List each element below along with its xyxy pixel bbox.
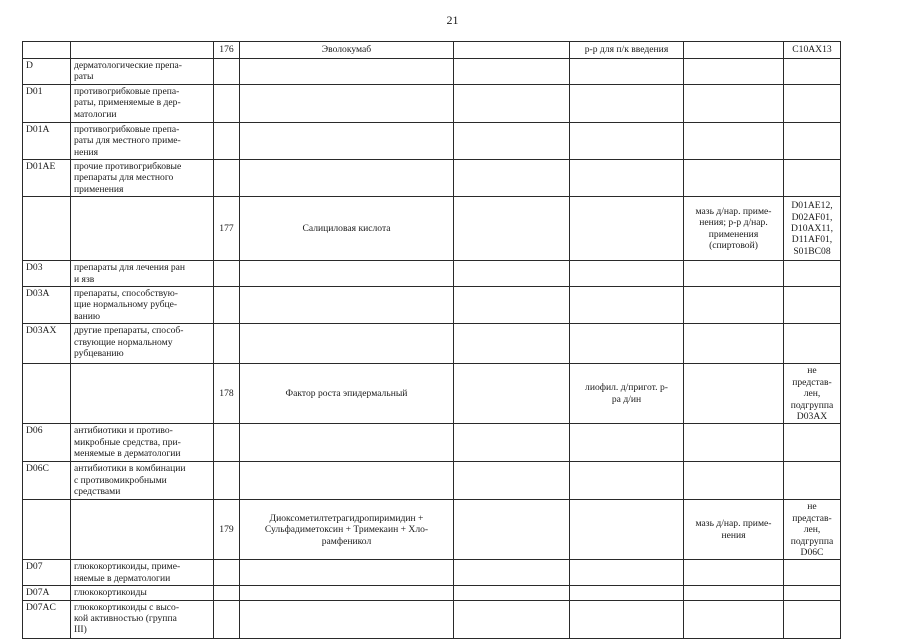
drug-name: [240, 424, 454, 462]
atc-code: C10AX13: [784, 42, 841, 59]
empty-cell: [454, 160, 570, 197]
atc-code: [784, 462, 841, 500]
table-row: [23, 600, 841, 638]
dosage-form-alt: [684, 560, 784, 586]
empty-cell: [454, 197, 570, 261]
atc-code: не представ- лен, подгруппа D06C: [784, 500, 841, 560]
drug-number: [214, 122, 240, 159]
atc-code: [784, 122, 841, 159]
empty-cell: [454, 287, 570, 324]
dosage-form: [570, 261, 684, 287]
atc-group-code: D01A: [23, 122, 71, 159]
dosage-form: [570, 324, 684, 364]
empty-cell: [454, 122, 570, 159]
dosage-form-alt: [684, 324, 784, 364]
dosage-form-alt: [684, 84, 784, 122]
dosage-form-alt: [684, 586, 784, 600]
atc-code: не представ- лен, подгруппа D03AX: [784, 364, 841, 424]
empty-cell: [454, 59, 570, 85]
drug-number: [214, 600, 240, 638]
dosage-form: [570, 500, 684, 560]
atc-group-code: D06C: [23, 462, 71, 500]
dosage-form-alt: [684, 600, 784, 638]
atc-group-code: D07: [23, 560, 71, 586]
dosage-form: [570, 462, 684, 500]
dosage-form-alt: [684, 462, 784, 500]
table-row: [23, 197, 841, 261]
dosage-form: [570, 560, 684, 586]
table-row: [23, 364, 841, 424]
atc-code: [784, 424, 841, 462]
drug-name: Фактор роста эпидермальный: [240, 364, 454, 424]
page-number: 21: [446, 13, 459, 27]
atc-group-code: D03AX: [23, 324, 71, 364]
dosage-form: [570, 600, 684, 638]
dosage-form: р-р для п/к введения: [570, 42, 684, 59]
atc-group-code: D01: [23, 84, 71, 122]
atc-group-name: дерматологические препа- раты: [71, 59, 214, 85]
dosage-form: [570, 197, 684, 261]
empty-cell: [454, 560, 570, 586]
atc-group-name: прочие противогрибковые препараты для местного применения: [71, 160, 214, 197]
atc-group-name: [71, 42, 214, 59]
drug-name: [240, 84, 454, 122]
drug-name: [240, 287, 454, 324]
drug-number: 179: [214, 500, 240, 560]
table-row: [23, 59, 841, 85]
dosage-form: [570, 84, 684, 122]
dosage-form: [570, 160, 684, 197]
empty-cell: [454, 261, 570, 287]
table-row: [23, 287, 841, 324]
drug-name: [240, 160, 454, 197]
atc-group-code: [23, 42, 71, 59]
atc-code: [784, 600, 841, 638]
dosage-form-alt: [684, 364, 784, 424]
drug-name: [240, 324, 454, 364]
table-row: [23, 84, 841, 122]
drug-name: [240, 586, 454, 600]
drug-name: [240, 600, 454, 638]
empty-cell: [454, 84, 570, 122]
table-row: [23, 462, 841, 500]
dosage-form: [570, 287, 684, 324]
empty-cell: [454, 324, 570, 364]
atc-code: [784, 59, 841, 85]
table-row: [23, 261, 841, 287]
atc-group-name: [71, 500, 214, 560]
atc-group-name: противогрибковые препа- раты для местного приме- нения: [71, 122, 214, 159]
atc-code: [784, 261, 841, 287]
atc-code: [784, 560, 841, 586]
dosage-form: [570, 122, 684, 159]
atc-group-code: D07A: [23, 586, 71, 600]
drug-name: Диоксометилтетрагидропиримидин + Сульфадиметоксин + Тримекаин + Хло- рамфеникол: [240, 500, 454, 560]
atc-group-name: глюкокортикоиды с высо- кой активностью (группа III): [71, 600, 214, 638]
dosage-form-alt: [684, 424, 784, 462]
drug-name: [240, 59, 454, 85]
empty-cell: [454, 586, 570, 600]
drug-number: [214, 160, 240, 197]
table-row: [23, 160, 841, 197]
atc-group-code: D07AC: [23, 600, 71, 638]
atc-group-code: [23, 197, 71, 261]
drug-list-table: [22, 41, 841, 639]
atc-group-name: антибиотики в комбинации с противомикробными средствами: [71, 462, 214, 500]
atc-code: [784, 586, 841, 600]
table-row: [23, 324, 841, 364]
atc-group-name: другие препараты, способ- ствующие нормальному рубцеванию: [71, 324, 214, 364]
empty-cell: [454, 500, 570, 560]
dosage-form: лиофил. д/пригот. р- ра д/ин: [570, 364, 684, 424]
atc-group-name: глюкокортикоиды, приме- няемые в дерматологии: [71, 560, 214, 586]
drug-number: [214, 462, 240, 500]
drug-name: [240, 261, 454, 287]
table-row: [23, 560, 841, 586]
atc-group-code: [23, 364, 71, 424]
empty-cell: [454, 424, 570, 462]
drug-number: [214, 424, 240, 462]
table-row: [23, 122, 841, 159]
empty-cell: [454, 462, 570, 500]
dosage-form-alt: [684, 122, 784, 159]
atc-code: [784, 160, 841, 197]
drug-name: Салициловая кислота: [240, 197, 454, 261]
dosage-form-alt: [684, 42, 784, 59]
atc-code: [784, 324, 841, 364]
atc-group-name: противогрибковые препа- раты, применяемые в дер- матологии: [71, 84, 214, 122]
atc-group-name: антибиотики и противо- микробные средства, при- меняемые в дерматологии: [71, 424, 214, 462]
empty-cell: [454, 42, 570, 59]
empty-cell: [454, 364, 570, 424]
atc-group-name: [71, 197, 214, 261]
dosage-form-alt: [684, 287, 784, 324]
dosage-form: [570, 59, 684, 85]
drug-number: [214, 59, 240, 85]
atc-group-name: глюкокортикоиды: [71, 586, 214, 600]
atc-group-code: D01AE: [23, 160, 71, 197]
atc-group-name: препараты, способствую- щие нормальному рубце- ванию: [71, 287, 214, 324]
atc-group-name: препараты для лечения ран и язв: [71, 261, 214, 287]
dosage-form-alt: [684, 261, 784, 287]
atc-group-code: D: [23, 59, 71, 85]
table-row: [23, 424, 841, 462]
atc-code: D01AE12, D02AF01, D10AX11, D11AF01, S01BC08: [784, 197, 841, 261]
drug-number: [214, 560, 240, 586]
drug-number: [214, 586, 240, 600]
drug-number: [214, 84, 240, 122]
drug-name: [240, 122, 454, 159]
drug-number: [214, 261, 240, 287]
drug-number: 178: [214, 364, 240, 424]
table-row: [23, 586, 841, 600]
atc-group-code: [23, 500, 71, 560]
atc-group-code: D03: [23, 261, 71, 287]
dosage-form-alt: мазь д/нар. приме- нения: [684, 500, 784, 560]
drug-number: 177: [214, 197, 240, 261]
dosage-form-alt: [684, 59, 784, 85]
drug-number: [214, 287, 240, 324]
empty-cell: [454, 600, 570, 638]
atc-group-code: D06: [23, 424, 71, 462]
atc-code: [784, 287, 841, 324]
table-row: [23, 42, 841, 59]
drug-number: [214, 324, 240, 364]
atc-group-code: D03A: [23, 287, 71, 324]
dosage-form-alt: [684, 160, 784, 197]
dosage-form: [570, 586, 684, 600]
table-row: [23, 500, 841, 560]
drug-name: Эволокумаб: [240, 42, 454, 59]
atc-group-name: [71, 364, 214, 424]
dosage-form: [570, 424, 684, 462]
atc-code: [784, 84, 841, 122]
dosage-form-alt: мазь д/нар. приме- нения; р-р д/нар. применения (спиртовой): [684, 197, 784, 261]
drug-number: 176: [214, 42, 240, 59]
drug-name: [240, 560, 454, 586]
drug-name: [240, 462, 454, 500]
